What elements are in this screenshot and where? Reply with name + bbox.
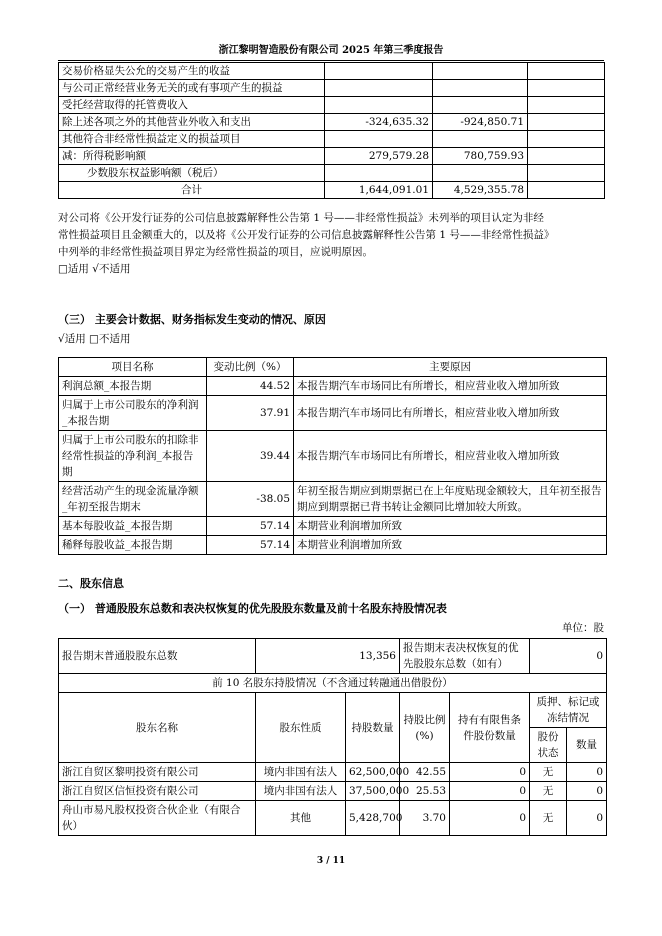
table-row: 稀释每股收益_本报告期 57.14 本期营业利润增加所致 xyxy=(59,536,607,555)
total-ytd: 4,529,355.78 xyxy=(433,182,528,199)
page-number: 3 / 11 xyxy=(316,856,346,866)
change-table xyxy=(58,357,607,555)
top10-caption: 前 10 名股东持股情况（不含通过转融通出借股份） xyxy=(59,674,607,693)
item-label: 少数股东权益影响额（税后） xyxy=(59,165,325,182)
shareholder-table xyxy=(58,638,607,836)
table-row xyxy=(59,80,605,97)
table-row: 基本每股收益_本报告期 57.14 本期营业利润增加所致 xyxy=(59,517,607,536)
table-row xyxy=(59,97,605,114)
table-row: 舟山市易凡股权投资合伙企业（有限合伙） 其他 5,428,700 3.70 0 无 0 xyxy=(59,801,607,836)
item-label: 其他符合非经常性损益定义的损益项目 xyxy=(59,131,325,148)
item-label: 减：所得税影响额 xyxy=(59,148,325,165)
total-holders-label: 报告期末普通股股东总数 xyxy=(59,639,256,674)
table-row xyxy=(59,63,605,80)
table-header: 项目名称 变动比例（%） 主要原因 xyxy=(59,358,607,377)
value-current: 279,579.28 xyxy=(325,148,433,165)
table-row xyxy=(59,131,605,148)
page-header: 浙江黎明智造股份有限公司 2025 年第三季度报告 xyxy=(58,44,604,61)
table-row: 利润总额_本报告期 44.52 本报告期汽车市场同比有所增长，相应营业收入增加所致 xyxy=(59,377,607,396)
pref-holders-label: 报告期末表决权恢复的优先股股东总数（如有） xyxy=(400,639,530,674)
table-row xyxy=(59,165,605,182)
item-label: 受托经营取得的托管费收入 xyxy=(59,97,325,114)
section-title: （三） 主要会计数据、财务指标发生变动的情况、原因 xyxy=(58,313,326,326)
total-holders-value: 13,356 xyxy=(256,639,400,674)
table-row xyxy=(59,182,605,199)
total-current: 1,644,091.01 xyxy=(325,182,433,199)
table-row xyxy=(59,148,605,165)
table-row: 归属于上市公司股东的净利润_本报告期 37.91 本报告期汽车市场同比有所增长，相应营业收入增加所致 xyxy=(59,396,607,431)
table-header: 股东名称 股东性质 持股数量 持股比例(%) 持有有限售条件股份数量 质押、标记或冻结情况 xyxy=(59,693,607,728)
table-row xyxy=(59,674,607,693)
unit-label: 单位：股 xyxy=(562,622,604,634)
applicability-note: □适用 √不适用 xyxy=(58,263,131,275)
table-row: 归属于上市公司股东的扣除非经常性损益的净利润_本报告期 39.44 本报告期汽车市场同比有所增长，相应营业收入增加所致 xyxy=(59,431,607,482)
applicability-note: √适用 □不适用 xyxy=(58,333,131,345)
table-row xyxy=(59,114,605,131)
subsection-title: （一） 普通股股东总数和表决权恢复的优先股股东数量及前十名股东持股情况表 xyxy=(58,602,447,615)
table-header: 股份状态 数量 xyxy=(59,728,607,763)
total-label: 合计 xyxy=(59,182,325,199)
table-row: 浙江自贸区黎明投资有限公司 境内非国有法人 62,500,000 42.55 0 无 0 xyxy=(59,763,607,782)
table-row xyxy=(59,639,607,674)
non-recurring-table xyxy=(58,62,605,199)
table-row: 浙江自贸区信恒投资有限公司 境内非国有法人 37,500,000 25.53 0 无 0 xyxy=(59,782,607,801)
item-label: 与公司正常经营业务无关的或有事项产生的损益 xyxy=(59,80,325,97)
item-label: 交易价格显失公允的交易产生的收益 xyxy=(59,63,325,80)
note-paragraph: 对公司将《公开发行证券的公司信息披露解释性公告第 1 号——非经常性损益》未列举的项目认定为非经 常性损益项目且金额重大的，以及将《公开发行证券的公司信息披露解释性公告第 1 号——非经常性损益》 中列举的非经常性损益项目界定为经常性损益的项目，应说明原因。 □适用 √不适用 xyxy=(58,210,606,278)
section-title: 二、股东信息 xyxy=(58,577,124,590)
pref-holders-value: 0 xyxy=(530,639,607,674)
value-ytd: -924,850.71 xyxy=(433,114,528,131)
value-current: -324,635.32 xyxy=(325,114,433,131)
item-label: 除上述各项之外的其他营业外收入和支出 xyxy=(59,114,325,131)
table-row: 经营活动产生的现金流量净额_年初至报告期末 -38.05 年初至报告期应到期票据已在上年度贴现金额较大，且年初至报告期应到期票据已背书转让金额同比增加较大所致。 xyxy=(59,482,607,517)
value-ytd: 780,759.93 xyxy=(433,148,528,165)
